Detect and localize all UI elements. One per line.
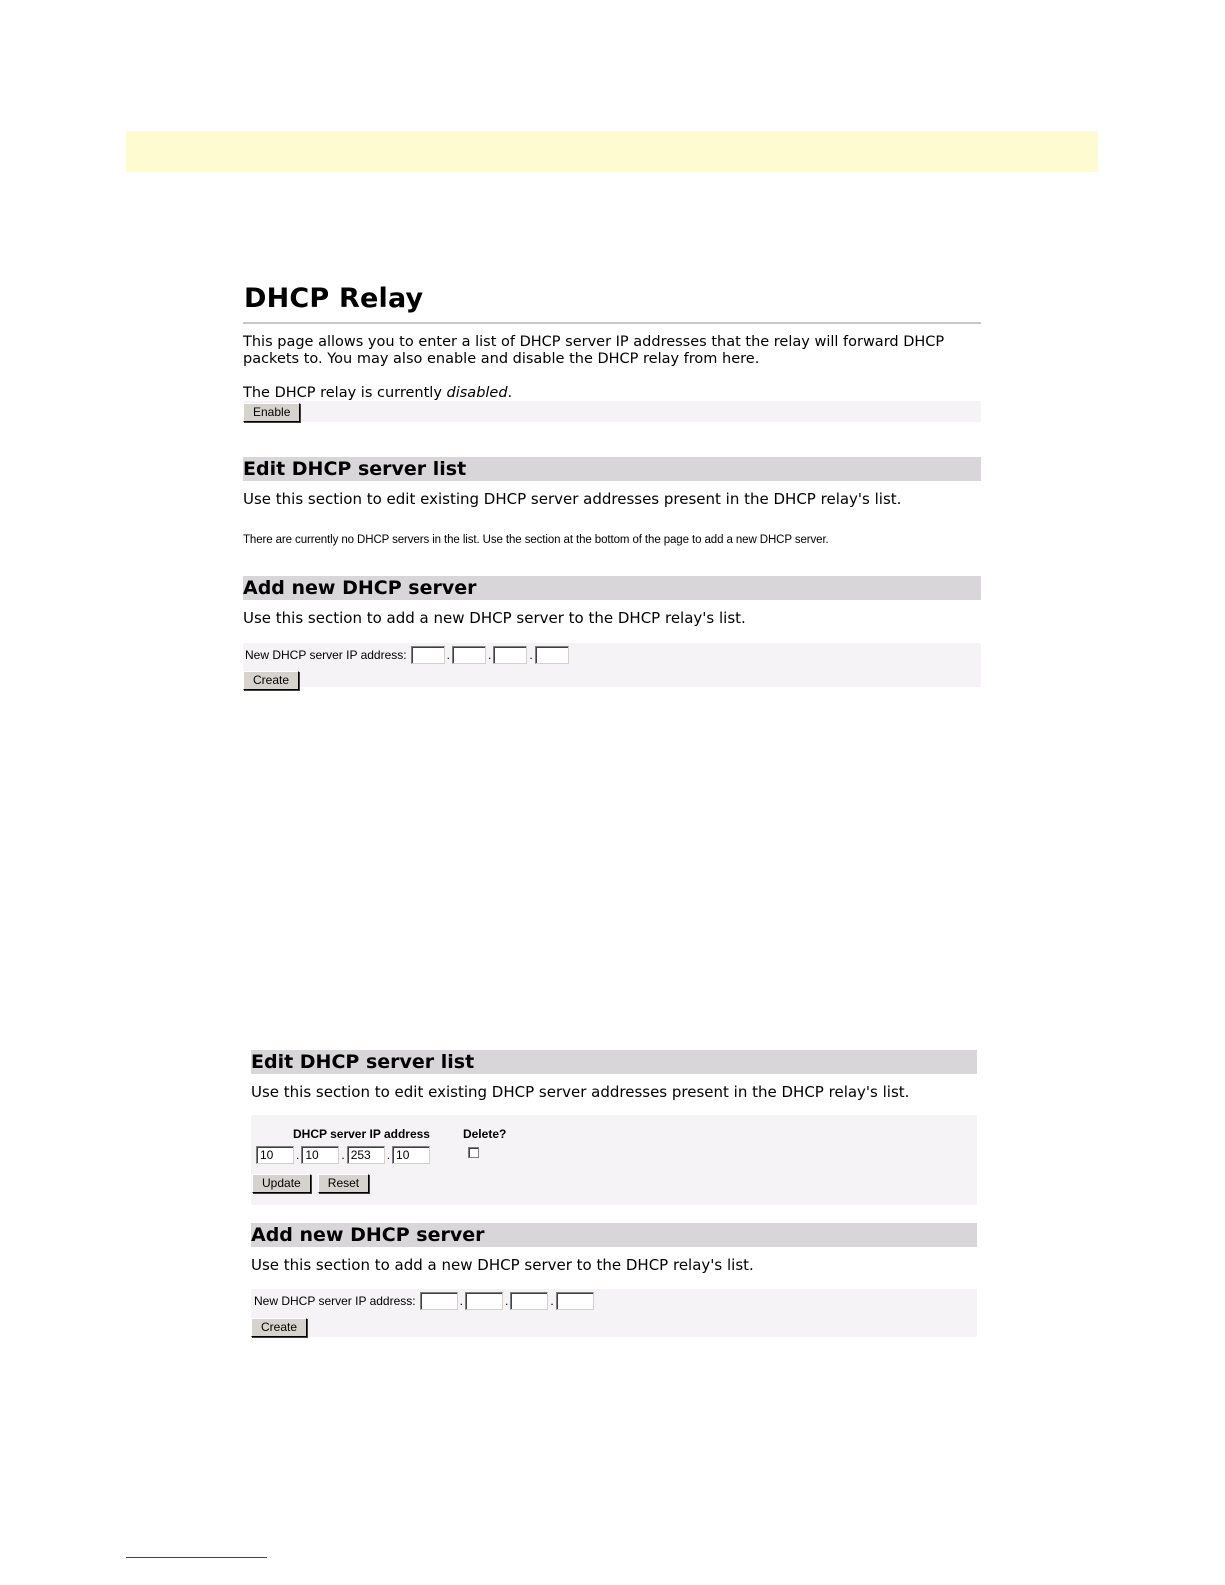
- ip-octet-3-input[interactable]: [493, 646, 527, 664]
- ip-octet-3-input[interactable]: [510, 1292, 548, 1310]
- enable-button[interactable]: Enable: [243, 403, 300, 422]
- table-row: [251, 1146, 977, 1164]
- octet-separator: .: [550, 1294, 554, 1308]
- ip-label: New DHCP server IP address:: [254, 1294, 416, 1308]
- add-section-heading: Add new DHCP server: [243, 576, 981, 600]
- entry-octet-3-input[interactable]: [347, 1146, 385, 1164]
- ip-octet-4-input[interactable]: [535, 646, 569, 664]
- entry-octet-1-input[interactable]: [256, 1146, 294, 1164]
- edit-section-heading: Edit DHCP server list: [251, 1050, 977, 1074]
- column-header-ip: DHCP server IP address: [293, 1127, 430, 1141]
- footer-rule: [126, 1557, 267, 1558]
- header-band: [126, 131, 1098, 172]
- dhcp-relay-page-empty: [243, 280, 981, 687]
- ip-octet-2-input[interactable]: [452, 646, 486, 664]
- status-value: disabled: [446, 385, 508, 401]
- edit-server-form: [251, 1115, 977, 1205]
- add-section-description: Use this section to add a new DHCP server to the DHCP relay's list.: [251, 1256, 754, 1274]
- ip-octet-2-input[interactable]: [465, 1292, 503, 1310]
- ip-label: New DHCP server IP address:: [245, 648, 407, 662]
- edit-section-description: Use this section to edit existing DHCP server addresses present in the DHCP relay's list.: [251, 1083, 910, 1101]
- ip-octet-1-input[interactable]: [420, 1292, 458, 1310]
- page-title: DHCP Relay: [243, 280, 981, 324]
- entry-octet-4-input[interactable]: [392, 1146, 430, 1164]
- reset-button[interactable]: Reset: [318, 1174, 369, 1193]
- column-header-delete: Delete?: [462, 1127, 507, 1141]
- create-button[interactable]: Create: [243, 671, 299, 690]
- page-intro: This page allows you to enter a list of DHCP server IP addresses that the relay will forward DHCP packets to. You may also enable and disable the DHCP relay from here.: [243, 334, 945, 367]
- status-suffix: .: [507, 385, 513, 401]
- octet-separator: .: [446, 648, 450, 662]
- empty-list-note: There are currently no DHCP servers in the list. Use the section at the bottom of the page to add a new DHCP server.: [243, 534, 829, 546]
- entry-octet-2-input[interactable]: [301, 1146, 339, 1164]
- relay-status: [243, 385, 981, 401]
- update-button[interactable]: Update: [252, 1174, 311, 1193]
- octet-separator: .: [504, 1294, 509, 1308]
- octet-separator: .: [386, 1148, 391, 1162]
- edit-section-description: Use this section to edit existing DHCP server addresses present in the DHCP relay's list.: [243, 490, 902, 508]
- create-button[interactable]: Create: [251, 1318, 307, 1337]
- octet-separator: .: [529, 648, 533, 662]
- delete-checkbox[interactable]: [468, 1147, 479, 1158]
- edit-section-heading: Edit DHCP server list: [243, 457, 981, 481]
- octet-separator: .: [487, 648, 492, 662]
- add-server-form: [251, 1289, 977, 1337]
- enable-bar: [243, 401, 981, 422]
- dhcp-relay-page-with-entry: [251, 1050, 977, 1337]
- table-header: [251, 1127, 977, 1141]
- add-server-form: [243, 643, 981, 687]
- octet-separator: .: [296, 1148, 300, 1162]
- status-prefix: The DHCP relay is currently: [243, 385, 447, 401]
- octet-separator: .: [459, 1294, 463, 1308]
- ip-octet-1-input[interactable]: [411, 646, 445, 664]
- octet-separator: .: [341, 1148, 345, 1162]
- add-section-description: Use this section to add a new DHCP server to the DHCP relay's list.: [243, 609, 746, 627]
- ip-octet-4-input[interactable]: [556, 1292, 594, 1310]
- add-section-heading: Add new DHCP server: [251, 1223, 977, 1247]
